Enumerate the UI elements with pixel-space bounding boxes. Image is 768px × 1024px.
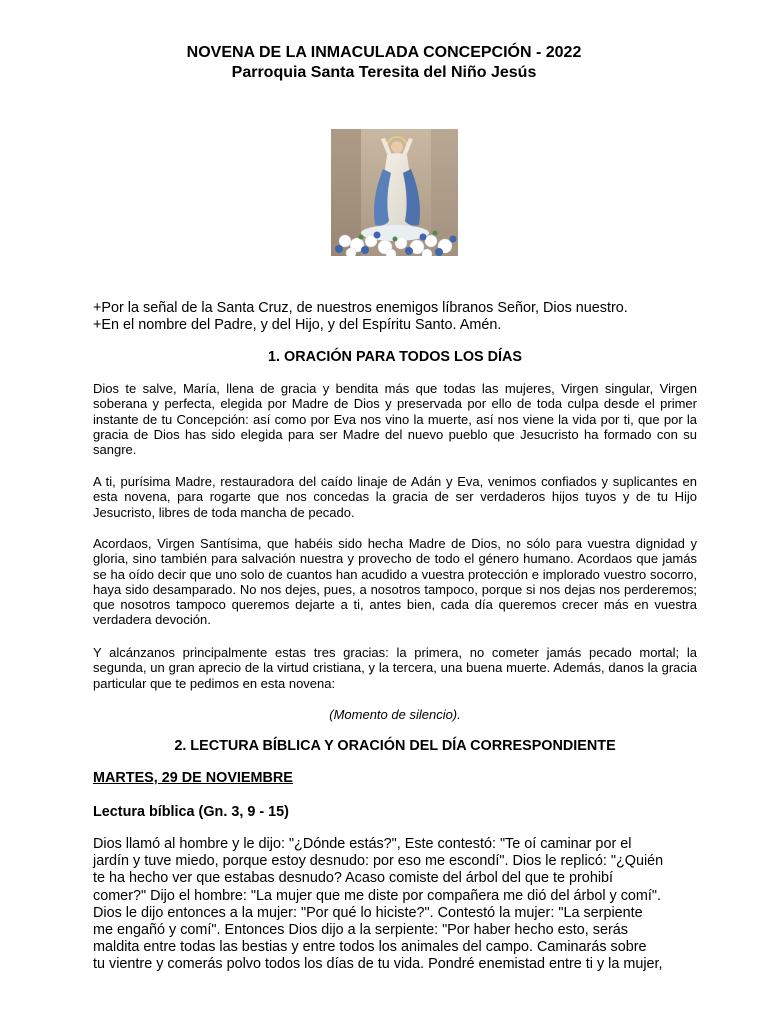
document-subtitle: Parroquia Santa Teresita del Niño Jesús: [231, 64, 537, 81]
bible-reading: [93, 836, 697, 974]
reading-line: me engañó y comí". Entonces Dios dijo a la serpiente: "Por haber hecho esto, serás: [93, 922, 628, 939]
day-heading-text: MARTES, 29 DE NOVIEMBRE: [93, 770, 293, 786]
reading-line: jardín y tuve miedo, porque estoy desnudo: por eso me escondí". Dios le replicó: "¿Quién: [93, 853, 664, 870]
reading-line: te ha hecho ver que estabas desnudo? Acaso comiste del árbol del que te prohibí: [93, 870, 614, 887]
prayer-paragraph: A ti, purísima Madre, restauradora del caído linaje de Adán y Eva, venimos confiados y suplicantes en esta novena, para rogarte que nos concedas la gracia de ser verdaderos hijos tuyos y de tu Hijo Jesucristo, libres de toda mancha de pecado.: [93, 474, 697, 520]
silence-note: (Momento de silencio).: [329, 707, 461, 722]
reading-line: maldita entre todas las bestias y entre todos los animales del campo. Caminarás sobre: [93, 939, 647, 956]
sign-of-cross-line: +En el nombre del Padre, y del Hijo, y del Espíritu Santo. Amén.: [93, 317, 502, 334]
sign-of-cross-line: +Por la señal de la Santa Cruz, de nuestros enemigos líbranos Señor, Dios nuestro.: [93, 300, 628, 316]
prayer-paragraph: Acordaos, Virgen Santísima, que habéis sido hecha Madre de Dios, no sólo para vuestra dignidad y gloria, sino también para salvación nuestra y provecho de todo el género humano. Acordaos que jamás se ha oído decir que uno solo de cuantos han acudido a vuestra protección e implorado vuestro socorro, haya sido desamparado. No nos dejes, pues, a nosotros tampoco, porque si nos dejas nos perderemos; que nosotros tampoco queremos dejarte a ti, antes bien, cada día queremos crecer más en vuestra verdadera devoción.: [93, 536, 697, 628]
document-title: NOVENA DE LA INMACULADA CONCEPCIÓN - 2022: [186, 44, 582, 61]
reading-line: Dios le dijo entonces a la mujer: "Por qué lo hiciste?". Contestó la mujer: "La serpiente: [93, 904, 643, 921]
day-heading: [93, 769, 697, 787]
prayer-paragraph: Y alcánzanos principalmente estas tres gracias: la primera, no cometer jamás pecado mortal; la segunda, un gran aprecio de la virtud cristiana, y la tercera, una buena muerte. Además, danos la gracia particular que te pedimos en esta novena:: [93, 645, 697, 691]
reading-line: tu vientre y comerás polvo todos los días de tu vida. Pondré enemistad entre ti y la mujer,: [93, 956, 663, 973]
reading-line: Dios llamó al hombre y le dijo: "¿Dónde estás?", Este contestó: "Te oí caminar por el: [93, 836, 632, 852]
reading-title: Lectura bíblica (Gn. 3, 9 - 15): [93, 804, 289, 820]
virgin-statue-image: [331, 129, 458, 256]
section-heading: 1. ORACIÓN PARA TODOS LOS DÍAS: [268, 349, 522, 365]
sign-of-cross: [93, 300, 697, 334]
section-heading: 2. LECTURA BÍBLICA Y ORACIÓN DEL DÍA CORRESPONDIENTE: [174, 738, 616, 754]
reading-line: comer?" Dijo el hombre: "La mujer que me diste por compañera me dió del árbol y comí".: [93, 887, 662, 904]
prayer-paragraph: Dios te salve, María, llena de gracia y bendita más que todas las mujeres, Virgen singular, Virgen soberana y perfecta, elegida por Madre de Dios y preservada por ello de toda culpa desde el primer instante de tu Concepción: así como por Eva nos vino la muerte, así nos viene la vida por ti, que por la gracia de Dios has sido elegida para ser Madre del nuevo pueblo que Jesucristo ha formado con su sangre.: [93, 381, 697, 458]
